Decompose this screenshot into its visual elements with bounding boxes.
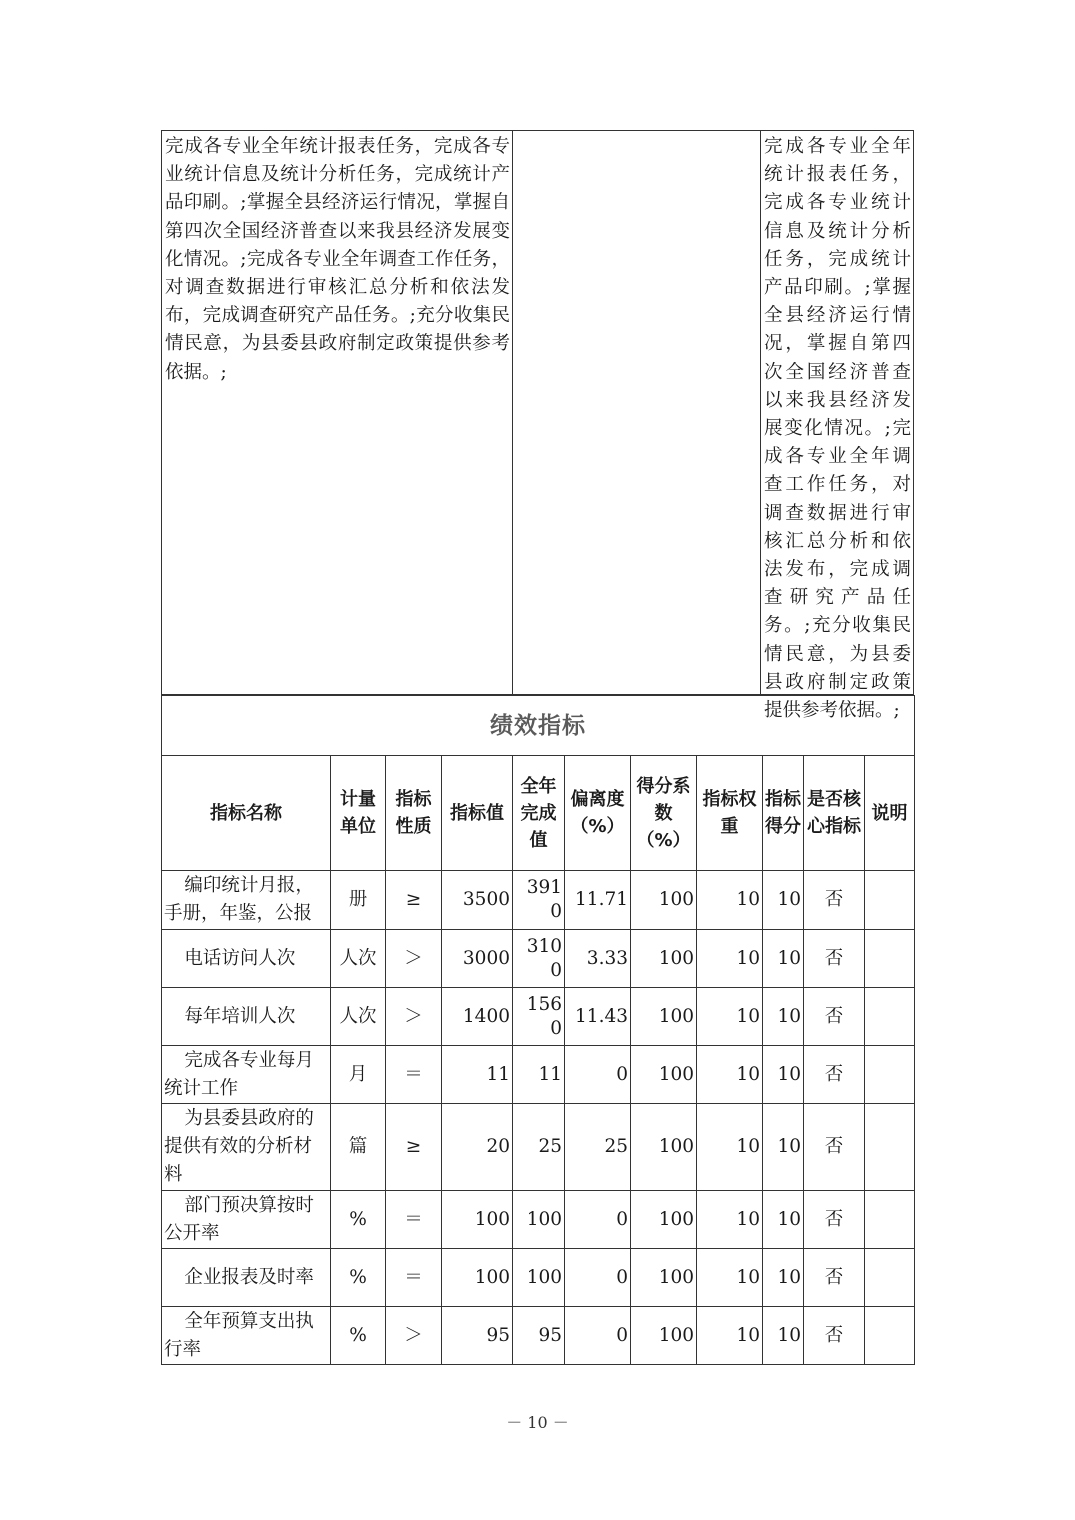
cell-target: 3000 <box>442 930 513 988</box>
cell-name: 电话访问人次 <box>162 930 331 988</box>
header-cell: 全年完成值 <box>513 756 565 871</box>
cell-unit: % <box>331 1249 386 1307</box>
cell-weight: 10 <box>697 871 763 930</box>
cell-core: 否 <box>804 930 865 988</box>
cell-unit: 月 <box>331 1046 386 1104</box>
cell-score: 10 <box>763 930 804 988</box>
cell-coef: 100 <box>631 1307 697 1365</box>
cell-weight: 10 <box>697 1046 763 1104</box>
cell-weight: 10 <box>697 988 763 1046</box>
goals-right-text: 完成各专业全年统计报表任务，完成各专业统计信息及统计分析任务，完成统计产品印刷。;掌握全县经济运行情况，掌握自第四次全国经济普查以来我县经济发展变化情况。;完成各专业全年调查工作任务，对调查数据进行审核汇总分析和依法发布，完成调查研究产品任务。;充分收集民情民意，为县委县政府制定政策提供参考依据。; <box>764 136 911 722</box>
header-cell: 指标值 <box>442 756 513 871</box>
cell-score: 10 <box>763 1249 804 1307</box>
header-cell: 指标权重 <box>697 756 763 871</box>
cell-nature: ＝ <box>386 1249 442 1307</box>
cell-name: 每年培训人次 <box>162 988 331 1046</box>
cell-deviation: 11.71 <box>565 871 631 930</box>
section-title: 绩效指标 <box>162 696 915 756</box>
cell-coef: 100 <box>631 1249 697 1307</box>
cell-coef: 100 <box>631 1104 697 1191</box>
cell-target: 3500 <box>442 871 513 930</box>
cell-name: 部门预决算按时公开率 <box>162 1191 331 1249</box>
cell-actual: 95 <box>513 1307 565 1365</box>
cell-note <box>865 1307 915 1365</box>
cell-score: 10 <box>763 1046 804 1104</box>
cell-core: 否 <box>804 1046 865 1104</box>
cell-actual: 100 <box>513 1249 565 1307</box>
header-cell: 指标名称 <box>162 756 331 871</box>
cell-coef: 100 <box>631 988 697 1046</box>
cell-actual: 100 <box>513 1191 565 1249</box>
cell-actual: 11 <box>513 1046 565 1104</box>
cell-deviation: 0 <box>565 1191 631 1249</box>
cell-nature: ≥ <box>386 871 442 930</box>
header-cell: 得分系数（%） <box>631 756 697 871</box>
cell-actual: 25 <box>513 1104 565 1191</box>
cell-weight: 10 <box>697 1249 763 1307</box>
cell-score: 10 <box>763 1104 804 1191</box>
cell-weight: 10 <box>697 1307 763 1365</box>
cell-core: 否 <box>804 871 865 930</box>
cell-deviation: 0 <box>565 1046 631 1104</box>
table-row <box>162 1307 915 1365</box>
header-cell: 指标性质 <box>386 756 442 871</box>
cell-nature: ＝ <box>386 1191 442 1249</box>
cell-weight: 10 <box>697 1191 763 1249</box>
cell-note <box>865 1046 915 1104</box>
performance-table <box>161 695 915 1365</box>
goals-left-text: 完成各专业全年统计报表任务，完成各专业统计信息及统计分析任务，完成统计产品印刷。;掌握全县经济运行情况，掌握自第四次全国经济普查以来我县经济发展变化情况。;完成各专业全年调查工作任务，对调查数据进行审核汇总分析和依法发布，完成调查研究产品任务。;充分收集民情民意，为县委县政府制定政策提供参考依据。; <box>165 136 510 383</box>
cell-deviation: 3.33 <box>565 930 631 988</box>
table-row <box>162 1104 915 1191</box>
page-number: － 10 － <box>506 1413 569 1432</box>
cell-name: 为县委县政府的提供有效的分析材料 <box>162 1104 331 1191</box>
goals-left-cell <box>162 131 513 694</box>
cell-name: 编印统计月报，手册，年鉴，公报 <box>162 871 331 930</box>
table-row <box>162 871 915 930</box>
cell-target: 100 <box>442 1249 513 1307</box>
cell-name: 完成各专业每月统计工作 <box>162 1046 331 1104</box>
cell-score: 10 <box>763 871 804 930</box>
cell-actual: 3910 <box>513 871 565 930</box>
table-row <box>162 930 915 988</box>
cell-unit: 册 <box>331 871 386 930</box>
cell-nature: ≥ <box>386 1104 442 1191</box>
header-cell: 说明 <box>865 756 915 871</box>
header-row <box>162 756 915 871</box>
header-cell: 计量单位 <box>331 756 386 871</box>
goals-right-cell <box>761 131 913 722</box>
cell-coef: 100 <box>631 930 697 988</box>
header-cell: 指标得分 <box>763 756 804 871</box>
cell-nature: ＝ <box>386 1046 442 1104</box>
cell-nature: ＞ <box>386 1307 442 1365</box>
goals-middle-cell <box>513 131 761 694</box>
cell-note <box>865 988 915 1046</box>
cell-target: 1400 <box>442 988 513 1046</box>
cell-core: 否 <box>804 1307 865 1365</box>
cell-coef: 100 <box>631 1046 697 1104</box>
cell-score: 10 <box>763 988 804 1046</box>
cell-nature: ＞ <box>386 988 442 1046</box>
header-cell: 是否核心指标 <box>804 756 865 871</box>
cell-core: 否 <box>804 1104 865 1191</box>
cell-core: 否 <box>804 988 865 1046</box>
cell-coef: 100 <box>631 1191 697 1249</box>
cell-unit: % <box>331 1191 386 1249</box>
cell-score: 10 <box>763 1191 804 1249</box>
cell-score: 10 <box>763 1307 804 1365</box>
table-row <box>162 988 915 1046</box>
cell-nature: ＞ <box>386 930 442 988</box>
cell-weight: 10 <box>697 1104 763 1191</box>
section-title-row <box>162 696 915 756</box>
cell-note <box>865 930 915 988</box>
cell-name: 全年预算支出执行率 <box>162 1307 331 1365</box>
cell-deviation: 0 <box>565 1249 631 1307</box>
cell-deviation: 25 <box>565 1104 631 1191</box>
cell-deviation: 0 <box>565 1307 631 1365</box>
goals-middle-text <box>513 131 760 133</box>
cell-actual: 3100 <box>513 930 565 988</box>
cell-unit: 人次 <box>331 988 386 1046</box>
cell-deviation: 11.43 <box>565 988 631 1046</box>
cell-unit: 篇 <box>331 1104 386 1191</box>
cell-target: 95 <box>442 1307 513 1365</box>
goals-block <box>161 130 914 722</box>
cell-note <box>865 871 915 930</box>
cell-note <box>865 1104 915 1191</box>
table-row <box>162 1249 915 1307</box>
header-cell: 偏离度（%） <box>565 756 631 871</box>
table-row <box>162 1046 915 1104</box>
cell-note <box>865 1249 915 1307</box>
cell-unit: % <box>331 1307 386 1365</box>
cell-name: 企业报表及时率 <box>162 1249 331 1307</box>
cell-core: 否 <box>804 1249 865 1307</box>
cell-actual: 1560 <box>513 988 565 1046</box>
cell-core: 否 <box>804 1191 865 1249</box>
cell-coef: 100 <box>631 871 697 930</box>
table-row <box>162 1191 915 1249</box>
cell-target: 11 <box>442 1046 513 1104</box>
cell-target: 100 <box>442 1191 513 1249</box>
cell-target: 20 <box>442 1104 513 1191</box>
cell-note <box>865 1191 915 1249</box>
cell-weight: 10 <box>697 930 763 988</box>
cell-unit: 人次 <box>331 930 386 988</box>
